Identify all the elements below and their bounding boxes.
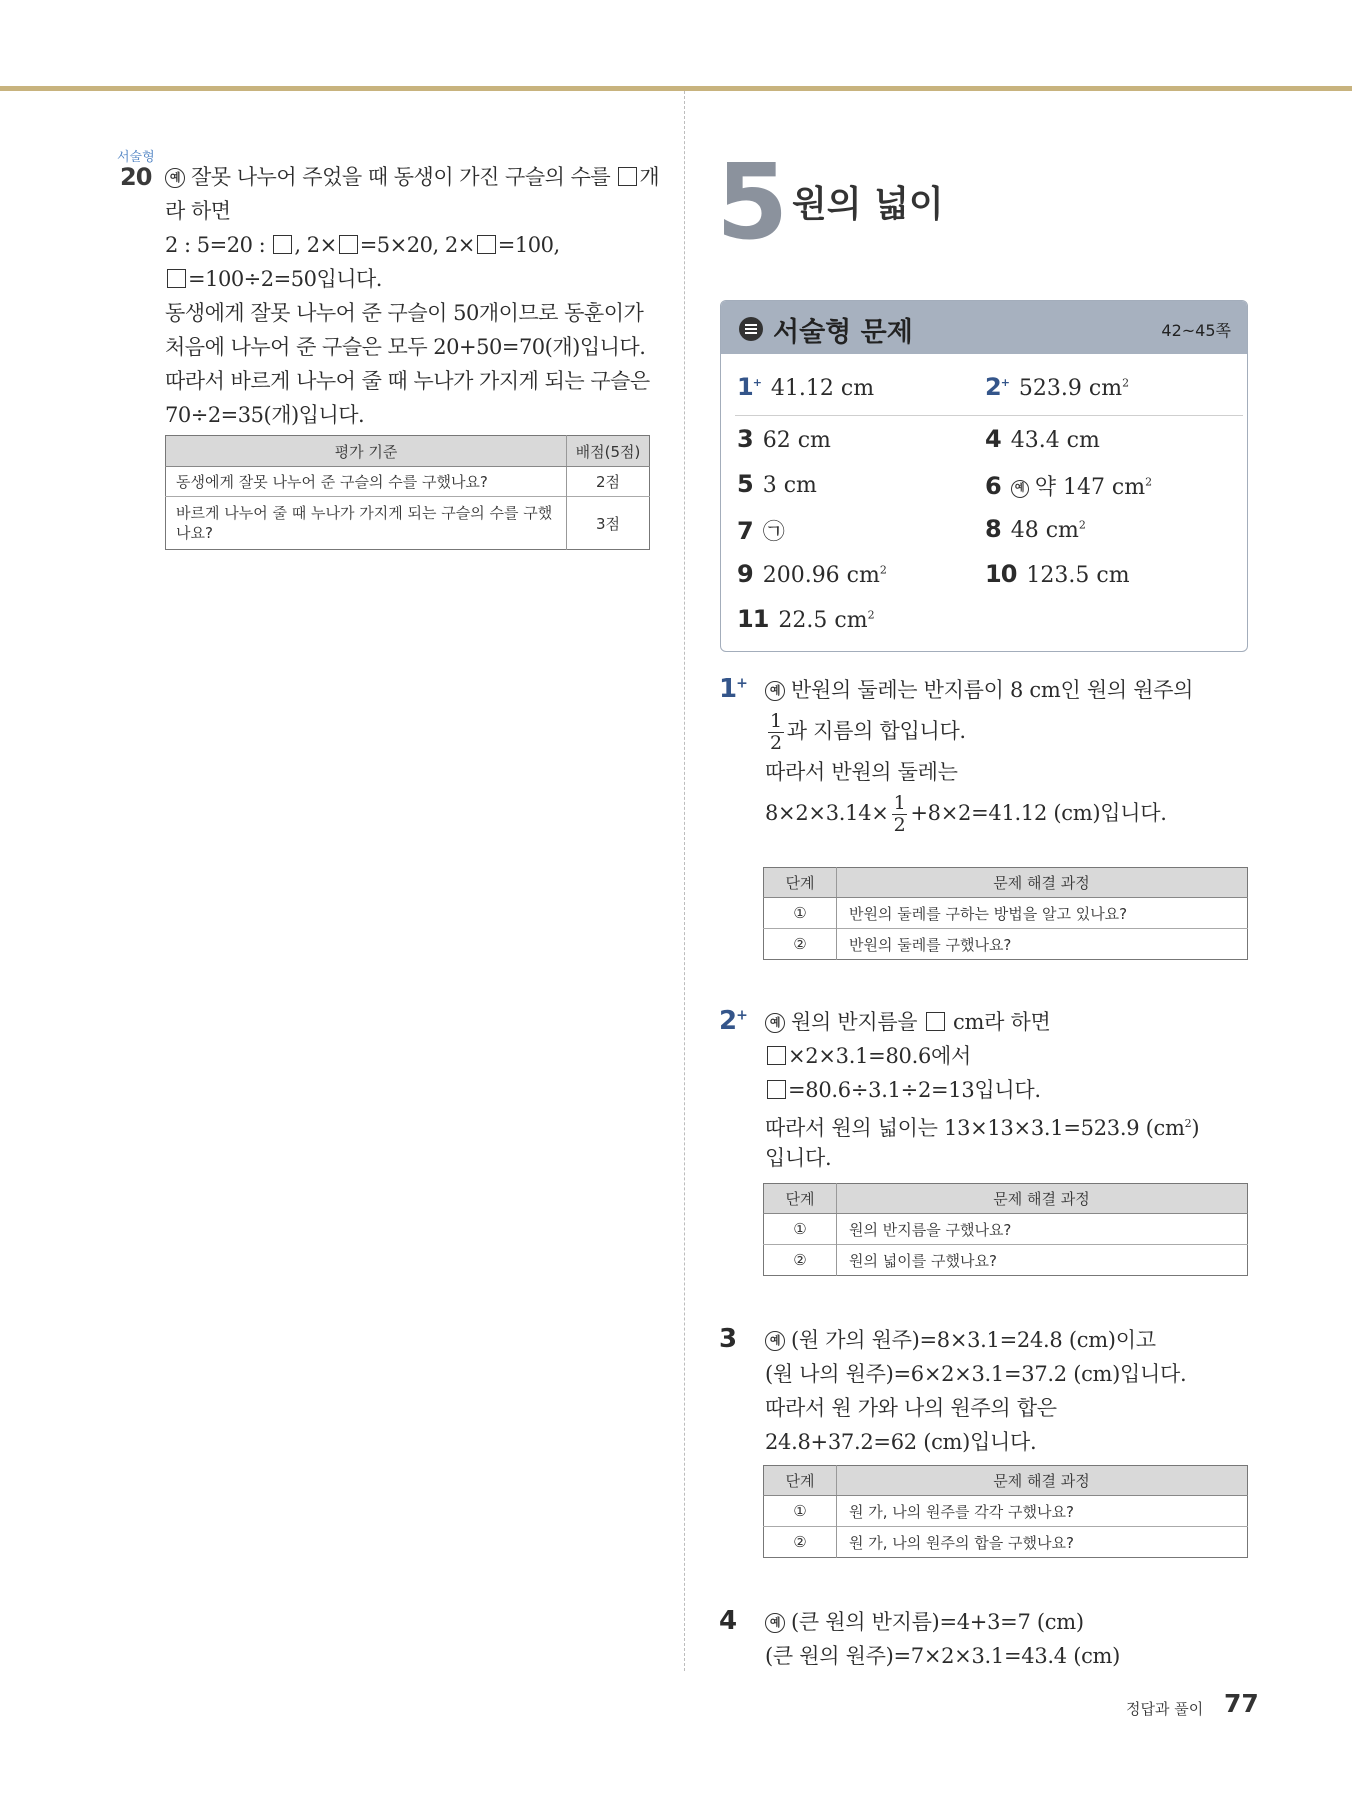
answer-item: 1+ 41.12 cm — [737, 373, 875, 401]
footer-label: 정답과 풀이 — [1126, 1700, 1204, 1718]
blank-box — [618, 167, 637, 186]
column-divider — [684, 91, 685, 1671]
table-row: ② 반원의 둘레를 구했나요? — [764, 929, 1248, 960]
blank-box — [339, 235, 358, 254]
blank-box — [767, 1046, 786, 1065]
list-icon — [739, 317, 763, 341]
page-range: 42~45쪽 — [1161, 321, 1231, 340]
example-mark: 예 — [765, 681, 785, 701]
answer-item: 7 ㉠ — [737, 517, 785, 545]
table-row: ② 원 가, 나의 원주의 합을 구했나요? — [764, 1527, 1248, 1558]
table-row: ② 원의 넓이를 구했나요? — [764, 1245, 1248, 1276]
answer-item: 10 123.5 cm — [985, 560, 1130, 588]
table-row: ① 반원의 둘레를 구하는 방법을 알고 있나요? — [764, 898, 1248, 929]
solution-3-step-table: 단계 문제 해결 과정 ① 원 가, 나의 원주를 각각 구했나요? ② 원 가, 나의 원주의 합을 구했나요? — [763, 1465, 1248, 1558]
example-mark: 예 — [765, 1013, 785, 1033]
example-mark: 예 — [765, 1331, 785, 1351]
example-mark: 예 — [165, 168, 185, 188]
criteria-header: 평가 기준 — [166, 436, 567, 467]
blank-box — [273, 235, 292, 254]
divider — [735, 415, 1243, 416]
table-row: 동생에게 잘못 나누어 준 구슬의 수를 구했나요? 2점 — [166, 467, 650, 497]
blank-box — [167, 269, 186, 288]
chapter-number: 5 — [716, 141, 789, 263]
table-row: ① 원 가, 나의 원주를 각각 구했나요? — [764, 1496, 1248, 1527]
example-mark: 예 — [1011, 480, 1029, 498]
question-type-tag: 서술형 — [117, 150, 155, 165]
answer-box-header — [721, 301, 1247, 354]
answer-item: 9 200.96 $cm^2$ — [737, 560, 887, 588]
solution-line: 동생에게 잘못 나누어 준 구슬이 50개이므로 동훈이가 — [165, 301, 644, 325]
solution-number: 1+ — [719, 674, 747, 704]
example-mark: 예 — [765, 1613, 785, 1633]
points-header: 배점(5점) — [567, 436, 650, 467]
answer-item: 2+ 523.9 $cm^2$ — [985, 373, 1130, 401]
solution-line: 2 : 5=20 : , 2× =5×20, 2× =100, — [165, 233, 560, 257]
blank-box — [767, 1080, 786, 1099]
solution-line: 70÷2=35(개)입니다. — [165, 403, 365, 427]
solution-line: 라 하면 — [165, 199, 231, 223]
grading-criteria-table — [165, 435, 650, 550]
solution-1-step-table: 단계 문제 해결 과정 ① 반원의 둘레를 구하는 방법을 알고 있나요? ② 반원의 둘레를 구했나요? — [763, 867, 1248, 960]
answer-summary-box — [720, 300, 1248, 652]
top-rule — [0, 86, 1352, 91]
table-row: ① 원의 반지름을 구했나요? — [764, 1214, 1248, 1245]
blank-box — [477, 235, 496, 254]
chapter-title: 원의 넓이 — [792, 184, 944, 225]
answer-item: 3 62 cm — [737, 425, 831, 453]
solution-number: 4 — [719, 1606, 737, 1636]
solution-4: 예 (큰 원의 반지름)=4+3=7 (cm) (큰 원의 원주)=7×2×3.1=43.4 (cm) — [765, 1610, 1121, 1668]
answer-item: 11 22.5 $cm^2$ — [737, 605, 875, 633]
solution-line: 처음에 나누어 준 구슬은 모두 20+50=70(개)입니다. — [165, 335, 646, 359]
solution-2: 예 원의 반지름을 cm라 하면 ×2×3.1=80.6에서 =80.6÷3.1÷2=13입니다. 따라서 원의 넓이는 13×13×3.1=523.9 $(cm^2)$ 입니다. — [765, 1010, 1200, 1170]
solution-line: 예 잘못 나누어 주었을 때 동생이 가진 구슬의 수를 개 — [165, 160, 650, 194]
answer-item: 8 48 $cm^2$ — [985, 515, 1086, 543]
solution-2-step-table: 단계 문제 해결 과정 ① 원의 반지름을 구했나요? ② 원의 넓이를 구했나요? — [763, 1183, 1248, 1276]
table-row: 바르게 나누어 줄 때 누나가 가지게 되는 구슬의 수를 구했나요? 3점 — [166, 497, 650, 550]
question-20-solution — [165, 160, 660, 432]
fraction: $\frac{1}{2}$ — [770, 710, 782, 754]
solution-line: =100÷2=50입니다. — [165, 262, 650, 296]
blank-box — [926, 1012, 945, 1031]
answer-item: 5 3 cm — [737, 470, 817, 498]
page-number: 77 — [1224, 1689, 1259, 1718]
solution-line: 따라서 바르게 나누어 줄 때 누나가 가지게 되는 구슬은 — [165, 369, 650, 393]
question-number: 20 — [120, 163, 152, 191]
solution-number: 3 — [719, 1324, 737, 1354]
answer-item: 6 예 약 147 $cm^2$ — [985, 472, 1153, 500]
answer-box-title: 서술형 문제 — [773, 317, 913, 348]
solution-3: 예 (원 가의 원주)=8×3.1=24.8 (cm)이고 (원 나의 원주)=6×2×3.1=37.2 (cm)입니다. 따라서 원 가와 나의 원주의 합은 24.8+37.2=62 (cm)입니다. — [765, 1328, 1187, 1454]
solution-1: 예 반원의 둘레는 반지름이 8 cm인 원의 원주의 $\frac{1}{2}$ 과 지름의 합입니다. 따라서 반원의 둘레는 8×2×3.14× $\frac{1}{2}$ +8×2=41.12 (cm)입니다. — [765, 678, 1194, 836]
solution-number: 2+ — [719, 1006, 747, 1036]
fraction: $\frac{1}{2}$ — [893, 792, 906, 836]
answer-item: 4 43.4 cm — [985, 425, 1100, 453]
